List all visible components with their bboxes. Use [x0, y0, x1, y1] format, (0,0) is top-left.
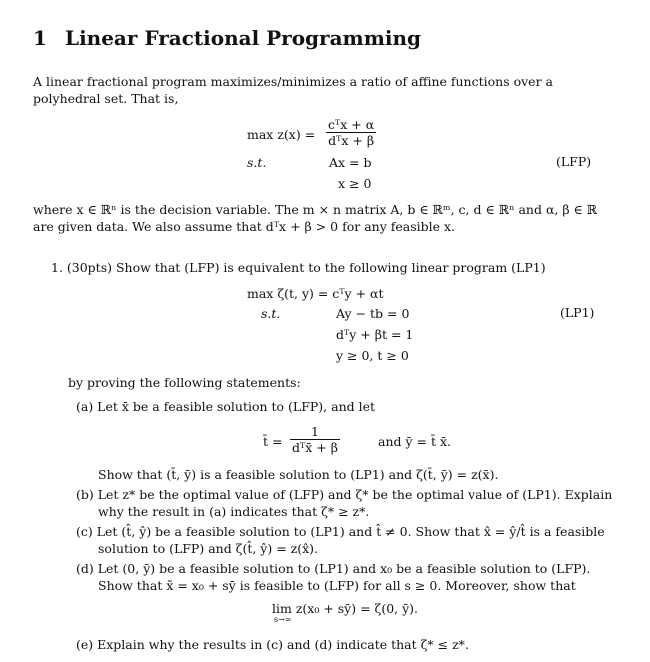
lfp-constraint-2: x ≥ 0 [338, 176, 372, 191]
part-d-limit-subscript: s→∞ [274, 615, 292, 624]
part-a-fraction [290, 424, 340, 455]
part-a-intro: (a) Let x̄ be a feasible solution to (LFP), and let [76, 399, 376, 414]
part-e: (e) Explain why the results in (c) and (d) indicate that ζ* ≤ z*. [76, 637, 469, 652]
part-c-line-1: (c) Let (t̂, ŷ) be a feasible solution to (LP1) and t̂ ≠ 0. Show that x̂ = ŷ/t̂ is a feasible [76, 524, 605, 539]
lfp-tag: (LFP) [556, 154, 592, 169]
lfp-objective-fraction [326, 117, 376, 148]
proving-line: by proving the following statements: [68, 375, 301, 390]
part-a-frac-denominator: dᵀx̄ + β [292, 440, 338, 455]
q1-intro: 1. (30pts) Show that (LFP) is equivalent to the following linear program (LP1) [51, 260, 546, 275]
lp1-objective: max ζ(t, y) = cᵀy + αt [247, 286, 384, 301]
part-a-show: Show that (t̄, ȳ) is a feasible solution to (LP1) and ζ(t̄, ȳ) = z(x̄). [98, 467, 499, 482]
part-a-tbar-label: t̄ = [263, 434, 283, 449]
part-d-limit: lim z(x₀ + sȳ) = ζ(0, ȳ). [272, 601, 419, 616]
part-a-frac-numerator: 1 [290, 424, 340, 440]
lp1-constraint-2: dᵀy + βt = 1 [336, 327, 414, 342]
where-paragraph: where x ∈ ℝⁿ is the decision variable. The m × n matrix A, b ∈ ℝᵐ, c, d ∈ ℝⁿ and α, β ∈ ℝ are given data. We also assume that dᵀx + β > 0 for any feasible x. [33, 202, 598, 234]
lp1-tag: (LP1) [560, 305, 595, 320]
lfp-st-label: s.t. [247, 155, 267, 170]
part-d-line-2: Show that x̃ = x₀ + sȳ is feasible to (LFP) for all s ≥ 0. Moreover, show that [98, 578, 576, 593]
section-heading [33, 26, 421, 50]
section-number: 1 [33, 26, 47, 50]
lp1-st-label: s.t. [261, 306, 281, 321]
lp1-constraint-3: y ≥ 0, t ≥ 0 [336, 348, 409, 363]
lfp-denominator: dᵀx + β [328, 133, 375, 148]
lfp-objective-label: max z(x) = [247, 127, 316, 142]
part-c-line-2: solution to (LFP) and ζ(t̂, ŷ) = z(x̂). [98, 541, 319, 556]
part-b-line-1: (b) Let z* be the optimal value of (LFP) and ζ* be the optimal value of (LP1). Explain [76, 487, 613, 502]
part-d-line-1: (d) Let (0, ȳ) be a feasible solution to (LP1) and x₀ be a feasible solution to (LFP). [76, 561, 591, 576]
intro-paragraph: A linear fractional program maximizes/minimizes a ratio of affine functions over a polyhedral set. That is, [33, 74, 553, 106]
part-a-and-ybar: and ȳ = t̄ x̄. [378, 434, 451, 449]
part-b-line-2: why the result in (a) indicates that ζ* ≥ z*. [98, 504, 370, 519]
section-title: Linear Fractional Programming [65, 26, 421, 50]
lp1-constraint-1: Ay − tb = 0 [336, 306, 410, 321]
lfp-numerator: cᵀx + α [328, 117, 375, 132]
lfp-constraint-1: Ax = b [329, 155, 372, 170]
